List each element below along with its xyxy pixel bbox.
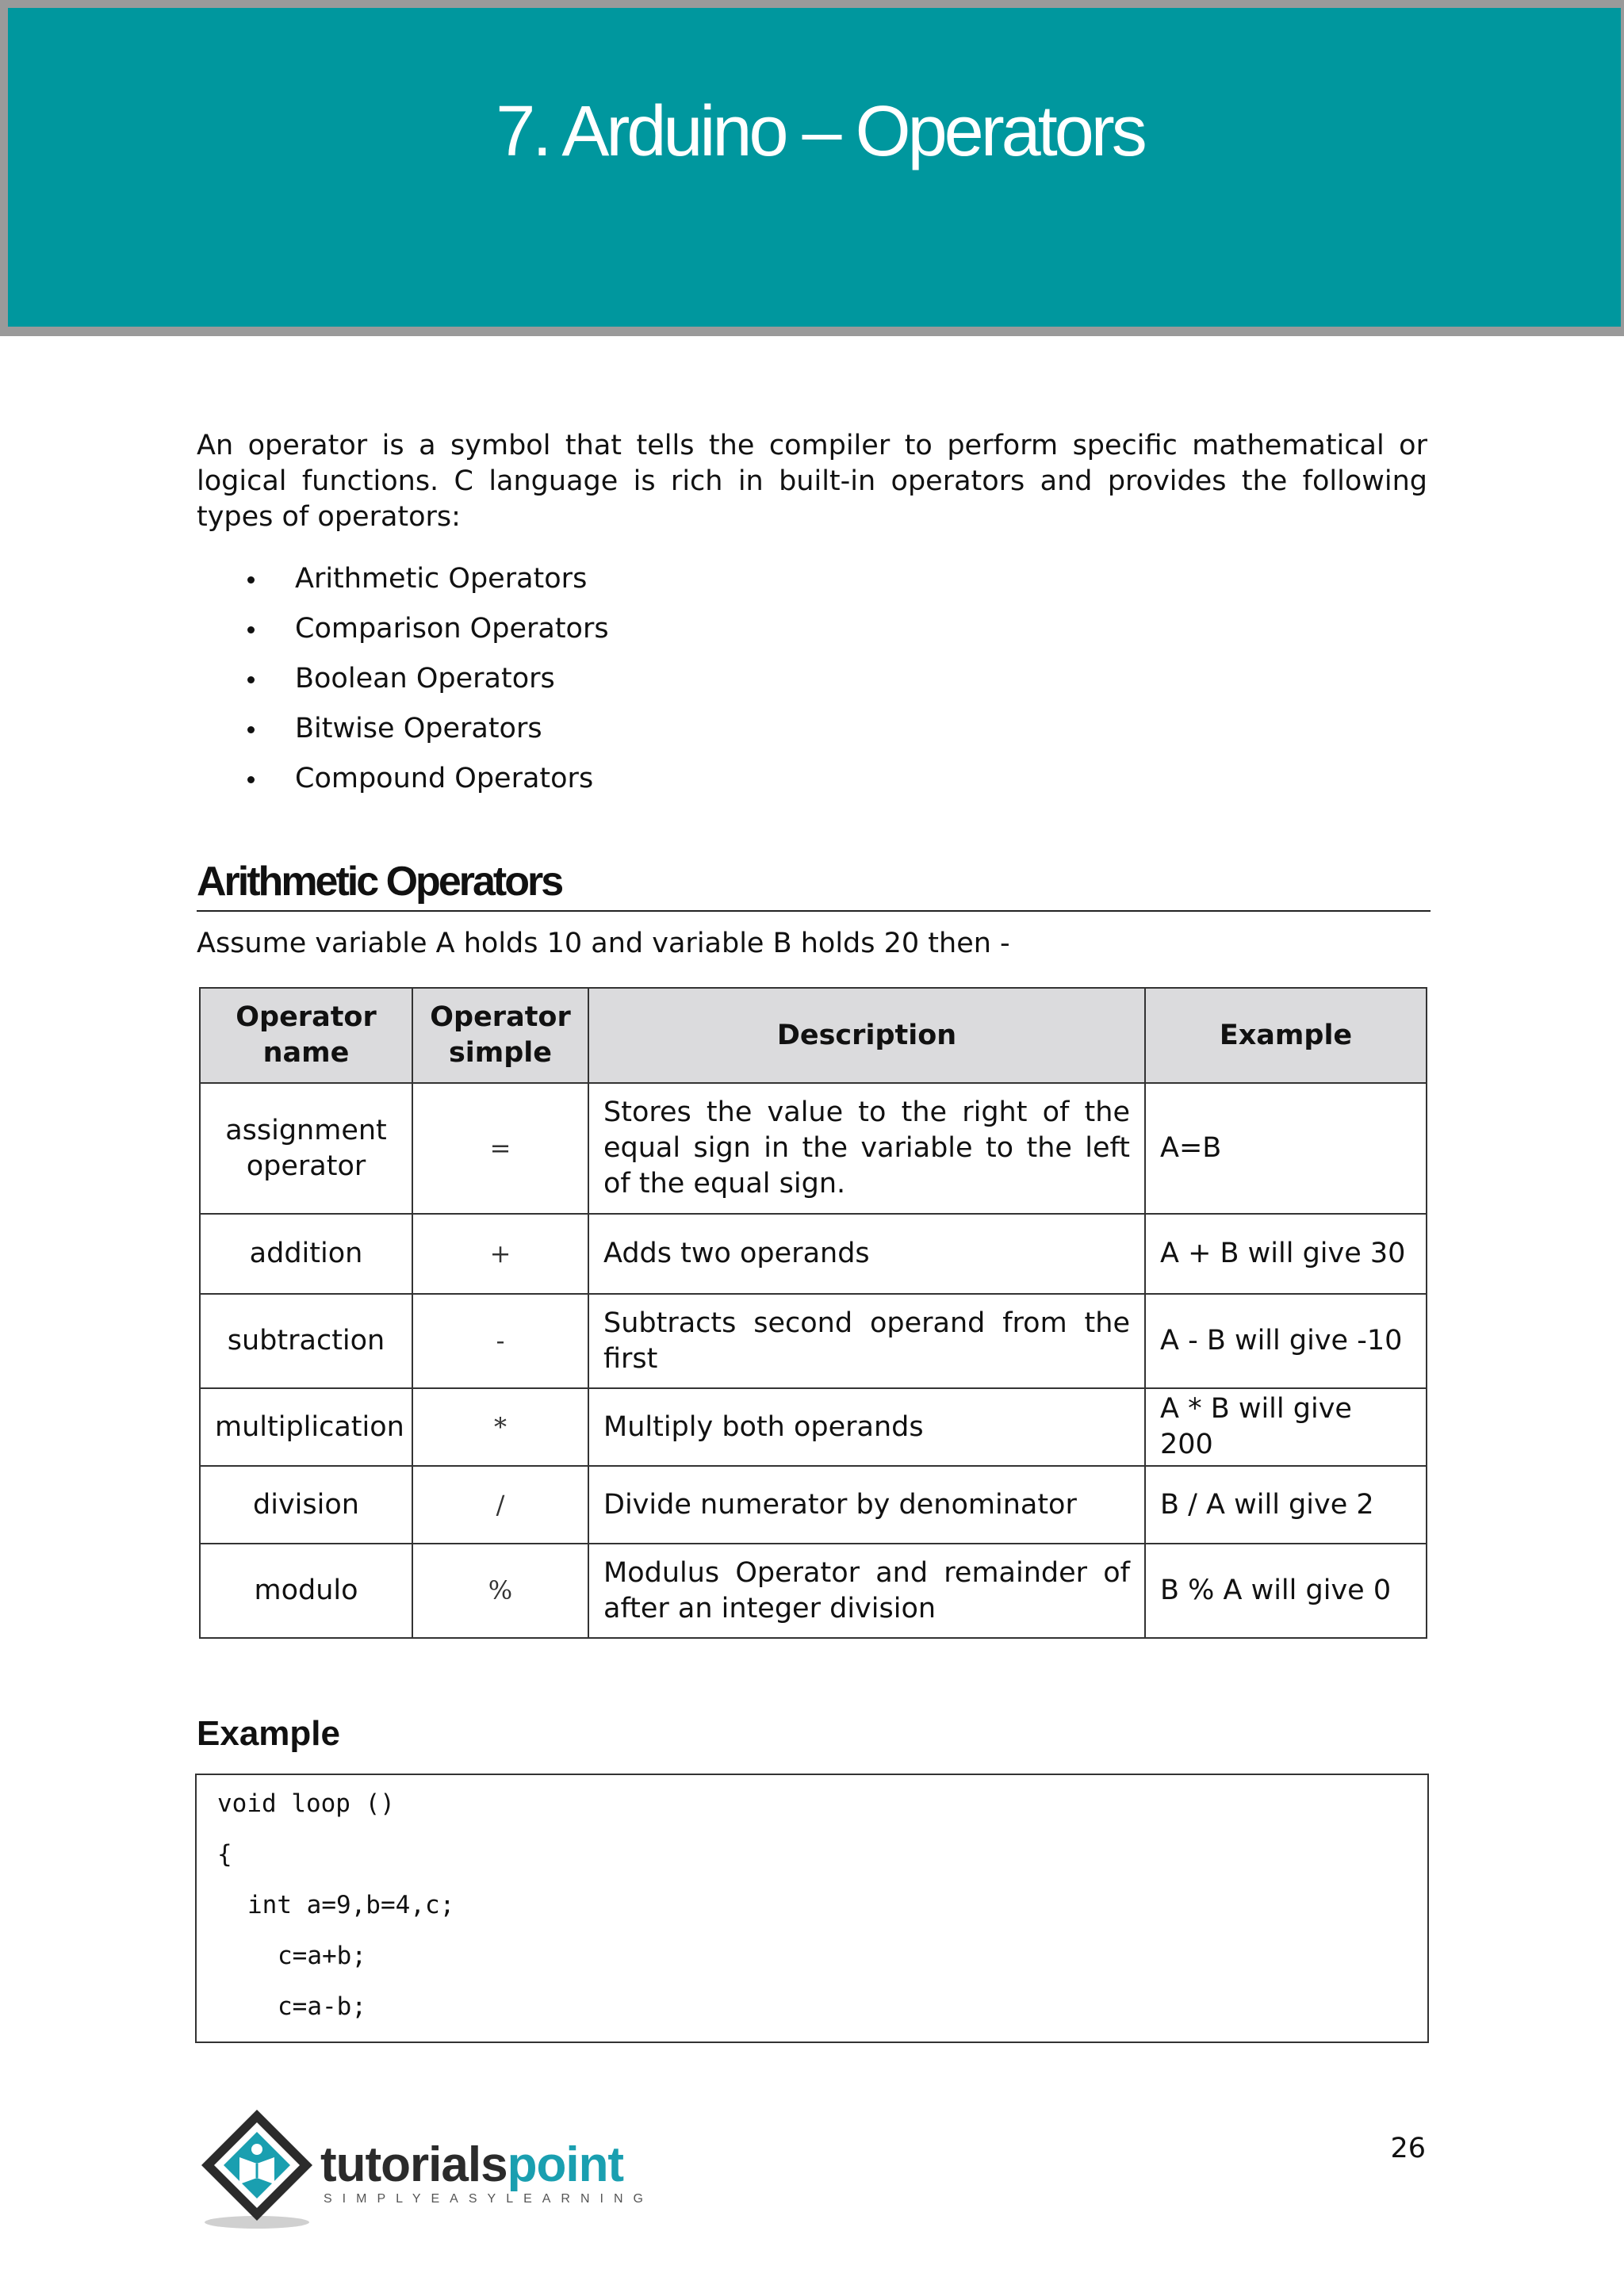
list-item-label: Boolean Operators bbox=[295, 663, 555, 695]
cell-operator-symbol: - bbox=[412, 1294, 588, 1388]
list-item bbox=[197, 660, 609, 710]
tutorialspoint-logo bbox=[193, 2105, 653, 2232]
list-item bbox=[197, 710, 609, 760]
bullet-icon bbox=[247, 676, 255, 683]
table-row bbox=[200, 1214, 1427, 1294]
cell-description: Multiply both operands bbox=[588, 1388, 1145, 1466]
cell-example: B % A will give 0 bbox=[1145, 1544, 1427, 1638]
table-header-row bbox=[200, 988, 1427, 1083]
cell-description: Modulus Operator and remainder of after an integer division bbox=[588, 1544, 1145, 1638]
code-line: int a=9,b=4,c; bbox=[247, 1891, 455, 1919]
list-item-label: Comparison Operators bbox=[295, 613, 609, 645]
table-row bbox=[200, 1388, 1427, 1466]
section-divider bbox=[197, 910, 1431, 912]
code-line: { bbox=[217, 1840, 232, 1869]
table-row bbox=[200, 1466, 1427, 1544]
bullet-icon bbox=[247, 576, 255, 584]
list-item-label: Arithmetic Operators bbox=[295, 563, 588, 595]
logo-wordmark bbox=[320, 2137, 623, 2193]
cell-operator-name: multiplication bbox=[200, 1388, 412, 1466]
cell-operator-symbol: + bbox=[412, 1214, 588, 1294]
chapter-title: 7. Arduino – Operators bbox=[496, 92, 1144, 171]
code-line: void loop () bbox=[217, 1789, 395, 1818]
table-row bbox=[200, 1544, 1427, 1638]
cell-operator-symbol: = bbox=[412, 1083, 588, 1214]
operator-types-list bbox=[197, 560, 609, 809]
code-block bbox=[195, 1774, 1429, 2043]
cell-operator-name: assignment operator bbox=[200, 1083, 412, 1214]
logo-tagline: SIMPLYEASYLEARNING bbox=[324, 2192, 653, 2206]
header-description: Description bbox=[588, 988, 1145, 1083]
cell-operator-name: subtraction bbox=[200, 1294, 412, 1388]
cell-description: Divide numerator by denominator bbox=[588, 1466, 1145, 1544]
cell-example: B / A will give 2 bbox=[1145, 1466, 1427, 1544]
cell-operator-symbol: / bbox=[412, 1466, 588, 1544]
assumption-text: Assume variable A holds 10 and variable B holds 20 then - bbox=[197, 928, 1010, 959]
table-row bbox=[200, 1294, 1427, 1388]
cell-operator-name: division bbox=[200, 1466, 412, 1544]
intro-paragraph: An operator is a symbol that tells the compiler to perform specific mathematical or logical functions. C language is rich in built-in operators and provides the following types of operators: bbox=[197, 430, 1427, 533]
cell-example: A * B will give 200 bbox=[1145, 1388, 1427, 1466]
arithmetic-operators-table bbox=[199, 987, 1427, 1639]
header-example: Example bbox=[1145, 988, 1427, 1083]
table-row bbox=[200, 1083, 1427, 1214]
bullet-icon bbox=[247, 626, 255, 633]
cell-description: Subtracts second operand from the first bbox=[588, 1294, 1145, 1388]
cell-description: Adds two operands bbox=[588, 1214, 1145, 1294]
cell-operator-name: addition bbox=[200, 1214, 412, 1294]
list-item-label: Compound Operators bbox=[295, 763, 594, 794]
header-operator-simple: Operator simple bbox=[412, 988, 588, 1083]
cell-example: A=B bbox=[1145, 1083, 1427, 1214]
cell-example: A + B will give 30 bbox=[1145, 1214, 1427, 1294]
example-heading: Example bbox=[197, 1714, 340, 1753]
logo-brand-accent: point bbox=[507, 2137, 624, 2192]
code-line: c=a-b; bbox=[278, 1992, 366, 2021]
bullet-icon bbox=[247, 776, 255, 783]
logo-brand-dark: tutorials bbox=[320, 2137, 508, 2192]
cell-operator-symbol: % bbox=[412, 1544, 588, 1638]
page-number: 26 bbox=[1390, 2133, 1426, 2164]
list-item bbox=[197, 610, 609, 660]
chapter-banner bbox=[0, 0, 1624, 336]
list-item bbox=[197, 760, 609, 809]
logo-diamond-icon bbox=[193, 2105, 320, 2232]
header-operator-name: Operator name bbox=[200, 988, 412, 1083]
cell-description: Stores the value to the right of the equal sign in the variable to the left of the equal sign. bbox=[588, 1083, 1145, 1214]
chapter-banner-fill bbox=[8, 8, 1621, 327]
cell-operator-symbol: * bbox=[412, 1388, 588, 1466]
section-heading: Arithmetic Operators bbox=[197, 859, 562, 905]
cell-example: A - B will give -10 bbox=[1145, 1294, 1427, 1388]
list-item-label: Bitwise Operators bbox=[295, 713, 542, 744]
list-item bbox=[197, 560, 609, 610]
cell-operator-name: modulo bbox=[200, 1544, 412, 1638]
code-line: c=a+b; bbox=[278, 1942, 366, 1970]
bullet-icon bbox=[247, 726, 255, 733]
